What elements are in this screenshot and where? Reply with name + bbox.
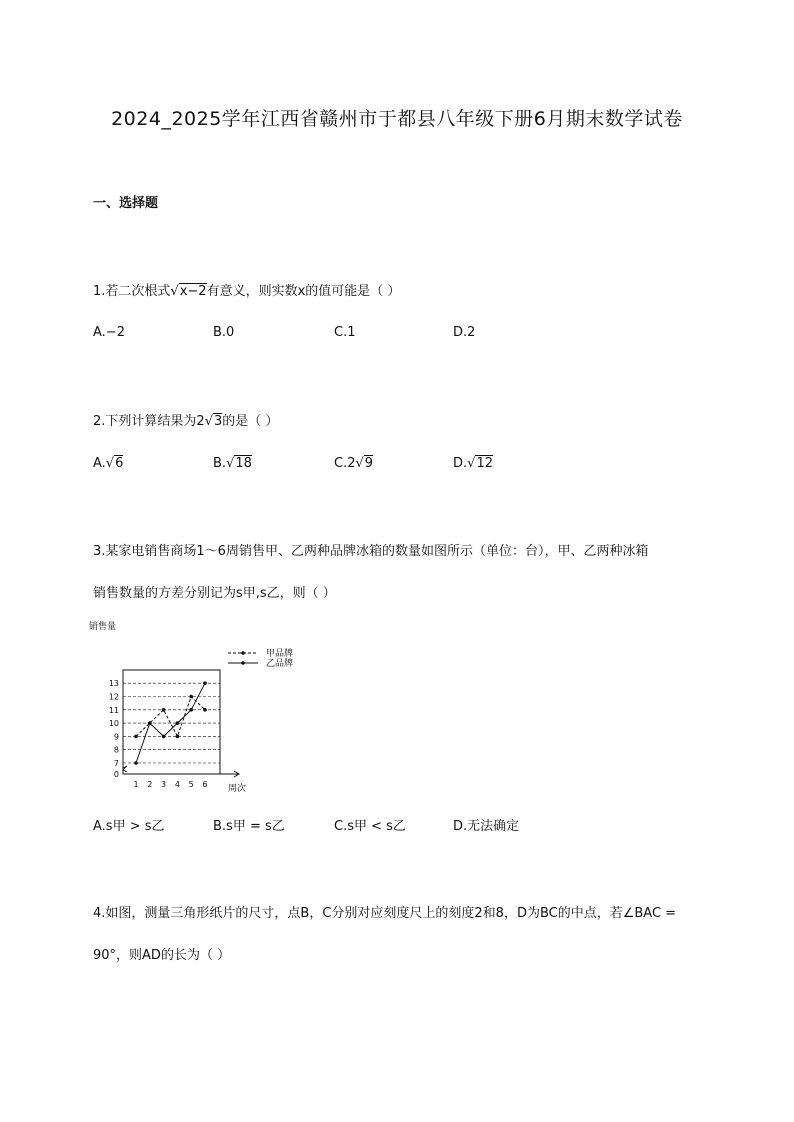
series-2-point — [176, 721, 180, 725]
y-tick-label: 12 — [108, 692, 119, 702]
legend-marker — [241, 661, 245, 665]
question-1-radicand: x−2 — [179, 284, 207, 299]
chart-ylabel: 销售量 — [89, 622, 117, 632]
sqrt-icon: √ — [105, 456, 115, 471]
sqrt-icon: √ — [467, 456, 476, 471]
sqrt-icon: √ — [226, 456, 235, 471]
axis-break-icon — [123, 766, 127, 772]
option-radicand: 6 — [115, 456, 124, 471]
series-1-point — [203, 708, 207, 712]
y-tick-label: 0 — [113, 770, 119, 779]
option-radicand: 9 — [364, 456, 374, 471]
question-3-options — [93, 815, 613, 833]
question-4-line-2: 90°，则AD的长为（ ） — [93, 948, 231, 963]
option-label: B. — [213, 456, 227, 471]
sqrt-icon: √ — [204, 414, 213, 429]
option-label: C. — [334, 456, 348, 471]
series-2-point — [134, 761, 138, 765]
option-d[interactable]: D.无法确定 — [453, 819, 520, 834]
option-c[interactable] — [334, 455, 373, 471]
series-2-point — [162, 735, 166, 739]
series-2-point — [148, 721, 152, 725]
series-1-point — [134, 735, 138, 739]
x-tick-label: 5 — [188, 780, 194, 789]
series-2-point — [203, 681, 207, 685]
series-1-point — [176, 735, 180, 739]
sqrt-icon: √ — [355, 456, 364, 471]
legend-label: 乙品牌 — [266, 659, 294, 669]
legend-label: 甲品牌 — [266, 649, 294, 659]
page-title: 2024_2025学年江西省赣州市于都县八年级下册6月期末数学试卷 — [111, 108, 683, 130]
option-d[interactable]: D.2 — [453, 325, 476, 340]
x-tick-label: 4 — [174, 780, 180, 789]
question-1 — [93, 280, 400, 299]
question-2-radicand: 3 — [213, 414, 223, 429]
x-tick-label: 2 — [147, 780, 153, 789]
series-2-point — [189, 708, 193, 712]
y-tick-label: 9 — [113, 732, 119, 742]
option-radicand: 18 — [235, 456, 252, 471]
legend-marker — [241, 651, 245, 655]
x-tick-label: 1 — [133, 780, 139, 789]
question-1-prefix: 1.若二次根式 — [93, 284, 171, 299]
y-tick-label: 13 — [108, 679, 119, 689]
series-1-point — [189, 695, 193, 699]
option-label: D. — [453, 456, 468, 471]
x-tick-label: 6 — [202, 780, 208, 789]
question-3-line-2: 销售数量的方差分别记为s甲,s乙，则（ ） — [93, 586, 336, 601]
sqrt-icon: √ — [170, 284, 179, 299]
y-tick-label: 8 — [113, 745, 119, 755]
option-a[interactable] — [93, 455, 123, 471]
x-tick-label: 3 — [161, 780, 167, 789]
chart-plot — [109, 647, 293, 794]
option-b[interactable]: B.0 — [213, 325, 235, 340]
option-b[interactable]: B.s甲 = s乙 — [213, 819, 285, 834]
chart-xlabel: 周次 — [228, 784, 247, 794]
option-d[interactable] — [453, 455, 493, 471]
question-1-suffix: 有意义，则实数x的值可能是（ ） — [206, 284, 401, 299]
question-2-suffix: 的是（ ） — [222, 414, 279, 429]
y-tick-label: 10 — [108, 719, 119, 729]
question-2-options — [93, 455, 613, 473]
option-radicand: 12 — [476, 456, 493, 471]
option-a[interactable]: A.−2 — [93, 325, 125, 340]
question-4-line-1: 4.如图，测量三角形纸片的尺寸，点B，C分别对应刻度尺上的刻度2和8，D为BC的中点，若∠BAC = — [93, 906, 677, 921]
question-3-line-1: 3.某家电销售商场1～6周销售甲、乙两种品牌冰箱的数量如图所示（单位：台），甲、乙两种冰箱 — [93, 544, 649, 559]
option-a[interactable]: A.s甲 > s乙 — [93, 819, 165, 834]
section-heading: 一、选择题 — [93, 196, 159, 211]
option-coef: 2 — [347, 456, 356, 471]
question-2 — [93, 410, 278, 429]
option-c[interactable]: C.s甲 < s乙 — [334, 819, 406, 834]
question-2-prefix: 2.下列计算结果为2 — [93, 414, 205, 429]
option-b[interactable] — [213, 455, 252, 471]
option-label: A. — [93, 456, 106, 471]
y-tick-label: 7 — [113, 759, 119, 768]
y-tick-label: 11 — [108, 705, 119, 715]
option-c[interactable]: C.1 — [334, 325, 356, 340]
sales-line-chart — [88, 615, 318, 800]
series-1-point — [162, 708, 166, 712]
question-1-options — [93, 325, 613, 343]
